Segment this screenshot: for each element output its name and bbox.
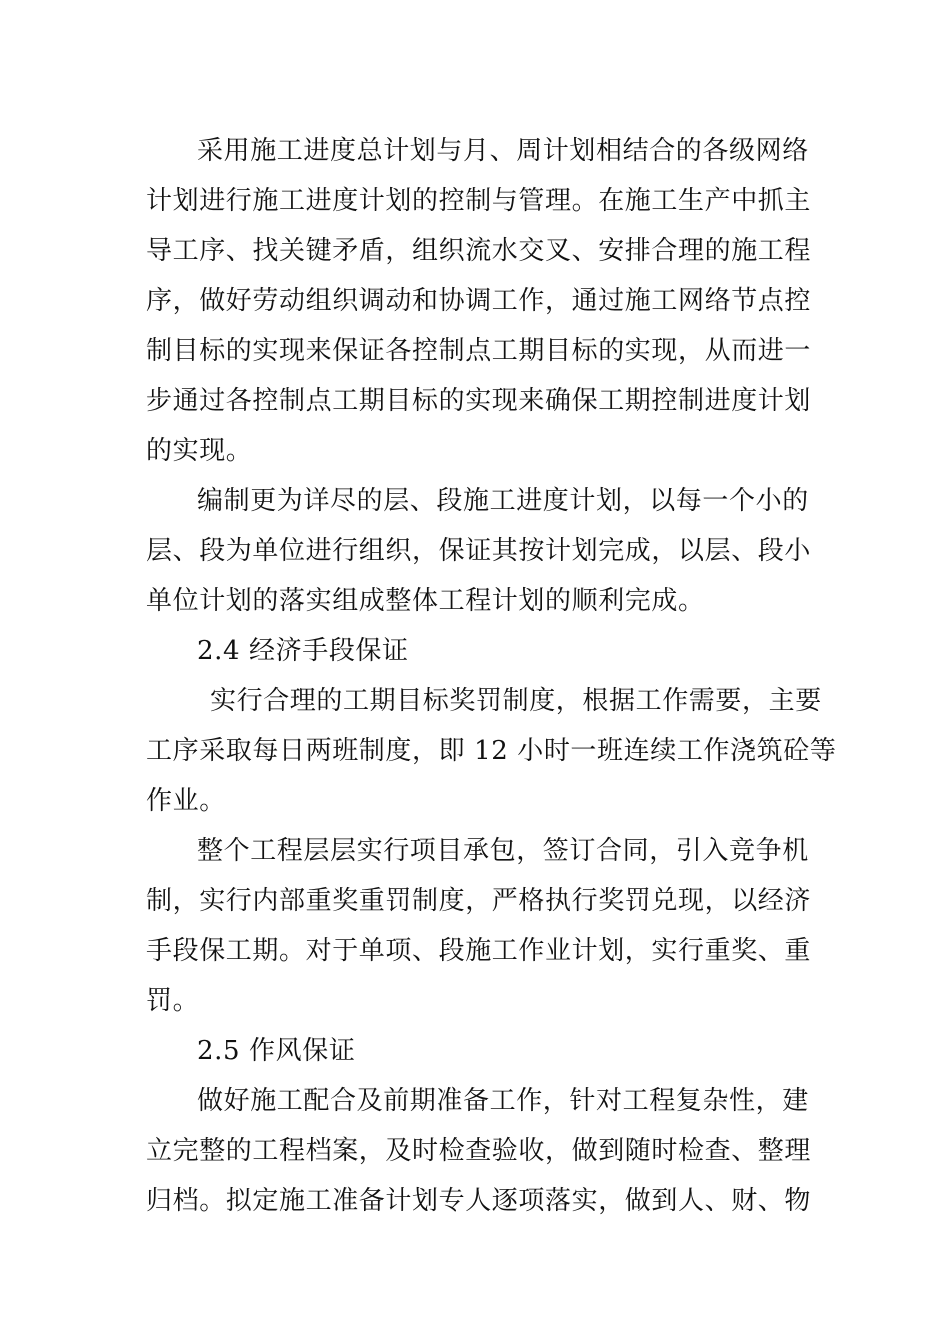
para-4-line-2: 制，实行内部重奖重罚制度，严格执行奖罚兑现，以经济 — [146, 886, 812, 916]
para-1-line-6: 步通过各控制点工期目标的实现来确保工期控制进度计划 — [146, 386, 812, 416]
para-3-line-3: 作业。 — [146, 786, 226, 816]
para-4-line-1: 整个工程层层实行项目承包，签订合同，引入竞争机 — [197, 836, 809, 866]
para-1-line-4: 序，做好劳动组织调动和协调工作，通过施工网络节点控 — [146, 286, 812, 316]
section-heading-2-4: 2.4 经济手段保证 — [197, 636, 409, 666]
para-4-line-3: 手段保工期。对于单项、段施工作业计划，实行重奖、重 — [146, 936, 812, 966]
para-5-line-3: 归档。拟定施工准备计划专人逐项落实，做到人、财、物 — [146, 1186, 812, 1216]
para-4-line-4: 罚。 — [146, 986, 200, 1016]
para-2-line-1: 编制更为详尽的层、段施工进度计划，以每一个小的 — [197, 486, 809, 516]
para-3-line-2: 工序采取每日两班制度，即 12 小时一班连续工作浇筑砼等 — [146, 736, 837, 766]
para-3-line-1: 实行合理的工期目标奖罚制度，根据工作需要，主要 — [210, 686, 822, 716]
section-heading-2-5: 2.5 作风保证 — [197, 1036, 356, 1066]
para-2-line-2: 层、段为单位进行组织，保证其按计划完成，以层、段小 — [146, 536, 812, 566]
para-1-line-7: 的实现。 — [146, 436, 253, 466]
para-5-line-1: 做好施工配合及前期准备工作，针对工程复杂性，建 — [197, 1086, 809, 1116]
para-1-line-3: 导工序、找关键矛盾，组织流水交叉、安排合理的施工程 — [146, 236, 812, 266]
para-1-line-1: 采用施工进度总计划与月、周计划相结合的各级网络 — [197, 136, 809, 166]
para-1-line-2: 计划进行施工进度计划的控制与管理。在施工生产中抓主 — [146, 186, 812, 216]
para-1-line-5: 制目标的实现来保证各控制点工期目标的实现，从而进一 — [146, 336, 812, 366]
para-2-line-3: 单位计划的落实组成整体工程计划的顺利完成。 — [146, 586, 705, 616]
para-5-line-2: 立完整的工程档案，及时检查验收，做到随时检查、整理 — [146, 1136, 812, 1166]
